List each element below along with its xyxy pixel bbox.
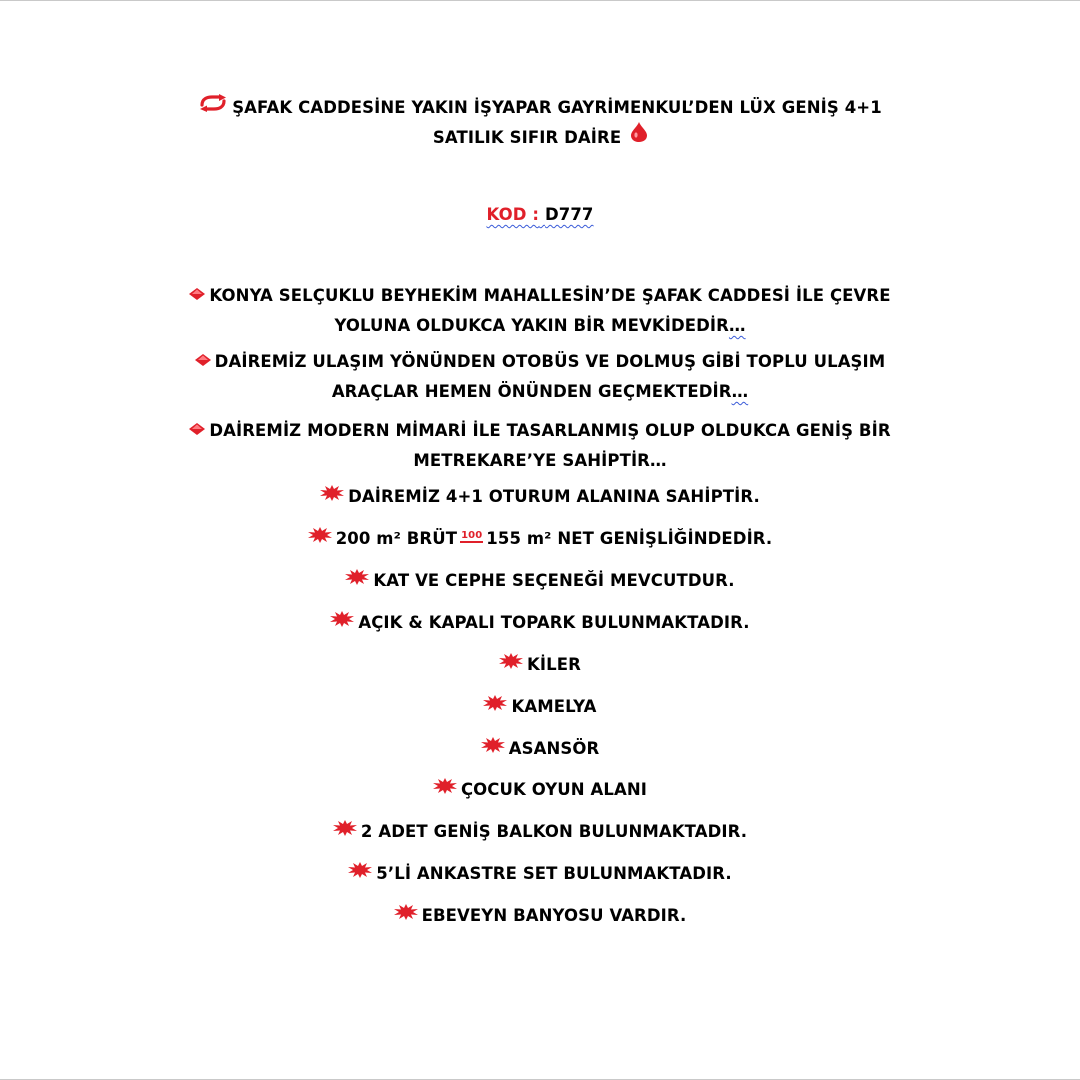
paragraph-text-2: METREKARE’YE SAHİPTİR… [413, 451, 667, 470]
drop-icon [631, 122, 647, 151]
feature-text: 5’Lİ ANKASTRE SET BULUNMAKTADIR. [376, 864, 732, 883]
red-starburst-icon [345, 565, 369, 594]
code-label: KOD : [486, 205, 540, 224]
feature-item [0, 734, 1080, 764]
feature-item [0, 901, 1080, 931]
feature-item [0, 650, 1080, 680]
paragraph-line-2 [0, 377, 1080, 406]
feature-item-area [0, 524, 1080, 554]
code-value: D777 [544, 205, 594, 224]
feature-text: EBEVEYN BANYOSU VARDIR. [421, 906, 687, 925]
feature-text: KİLER [527, 655, 581, 674]
paragraph-text-1: KONYA SELÇUKLU BEYHEKİM MAHALLESİN’DE ŞAFAK CADDESİ İLE ÇEVRE [209, 286, 891, 305]
repeat-arrows-icon [198, 92, 228, 121]
paragraph-transport [0, 347, 1080, 406]
red-starburst-icon [481, 733, 505, 762]
paragraph-location [0, 281, 1080, 340]
feature-text: 2 ADET GENİŞ BALKON BULUNMAKTADIR. [360, 822, 748, 841]
red-diamond-icon [189, 280, 205, 309]
feature-text: DAİREMİZ 4+1 OTURUM ALANINA SAHİPTİR. [348, 487, 760, 506]
paragraph-text-1: DAİREMİZ ULAŞIM YÖNÜNDEN OTOBÜS VE DOLMUŞ GİBİ TOPLU ULAŞIM [214, 352, 886, 371]
paragraph-architecture [0, 416, 1080, 475]
title-line-2 [0, 123, 1080, 153]
red-starburst-icon [333, 816, 357, 845]
paragraph-line-1 [0, 281, 1080, 311]
feature-item [0, 608, 1080, 638]
feature-text: KAMELYA [511, 697, 597, 716]
paragraph-text-1: DAİREMİZ MODERN MİMARİ İLE TASARLANMIŞ OLUP OLDUKCA GENİŞ BİR [209, 421, 891, 440]
feature-item [0, 482, 1080, 512]
red-starburst-icon [483, 691, 507, 720]
listing-code [0, 200, 1080, 229]
red-starburst-icon [394, 900, 418, 929]
feature-text: ASANSÖR [508, 739, 600, 758]
red-starburst-icon [499, 649, 523, 678]
feature-item [0, 859, 1080, 889]
feature-item [0, 775, 1080, 805]
paragraph-line-1 [0, 416, 1080, 446]
hundred-points-icon: 100 [461, 529, 483, 541]
listing-title [0, 93, 1080, 153]
feature-item [0, 566, 1080, 596]
title-text-2: SATILIK SIFIR DAİRE [432, 128, 622, 147]
paragraph-line-1 [0, 347, 1080, 377]
red-starburst-icon [433, 774, 457, 803]
red-diamond-icon [195, 346, 211, 375]
paragraph-line-2 [0, 311, 1080, 340]
feature-item [0, 817, 1080, 847]
red-diamond-icon [189, 415, 205, 444]
code-text [486, 205, 593, 224]
red-starburst-icon [348, 858, 372, 887]
red-starburst-icon [308, 523, 332, 552]
gross-area: 200 m² BRÜT [335, 529, 458, 548]
paragraph-text-2: YOLUNA OLDUKCA YAKIN BİR MEVKİDEDİR [334, 316, 729, 335]
paragraph-ending: … [731, 382, 749, 401]
red-starburst-icon [330, 607, 354, 636]
net-area: 155 m² NET GENİŞLİĞİNDEDİR. [486, 529, 773, 548]
paragraph-ending: … [728, 316, 746, 335]
paragraph-line-2 [0, 446, 1080, 475]
feature-item [0, 692, 1080, 722]
feature-text: AÇIK & KAPALI TOPARK BULUNMAKTADIR. [358, 613, 750, 632]
title-text-1: ŞAFAK CADDESİNE YAKIN İŞYAPAR GAYRİMENKUL’DEN LÜX GENİŞ 4+1 [232, 98, 882, 117]
feature-text: KAT VE CEPHE SEÇENEĞİ MEVCUTDUR. [373, 571, 735, 590]
title-line-1 [0, 93, 1080, 123]
red-starburst-icon [320, 481, 344, 510]
paragraph-text-2: ARAÇLAR HEMEN ÖNÜNDEN GEÇMEKTEDİR [331, 382, 732, 401]
feature-text: ÇOCUK OYUN ALANI [460, 780, 648, 799]
